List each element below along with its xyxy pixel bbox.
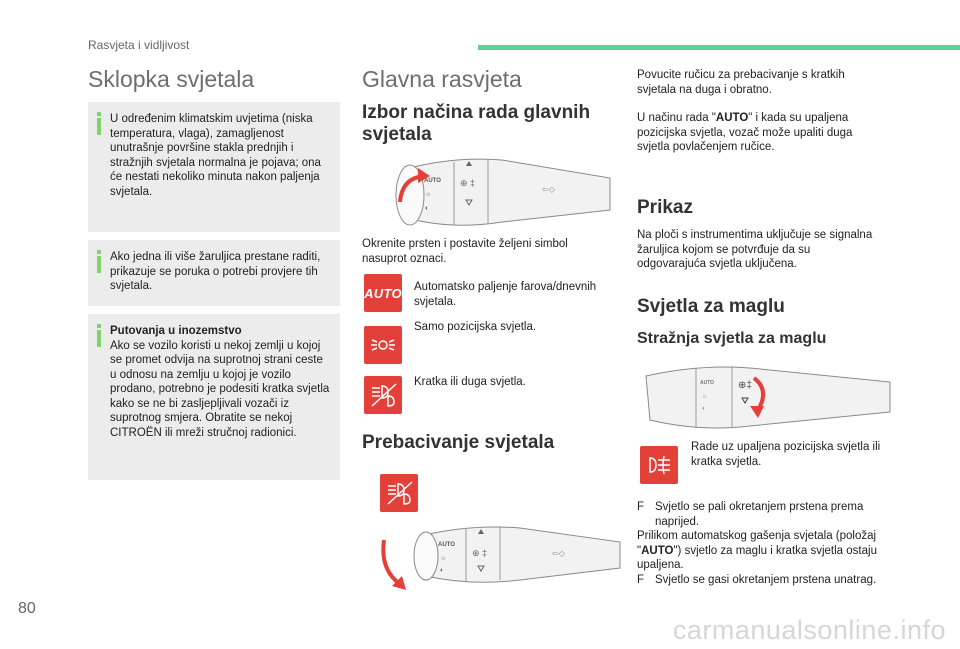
- stalk-auto-label: AUTO: [438, 542, 455, 548]
- info-box-condensation: [88, 102, 340, 232]
- text-auto-off-a: Prilikom automatskog gašenja svjetala (položaj ": [637, 530, 877, 557]
- heading-prebacivanje: Prebacivanje svjetala: [362, 432, 555, 453]
- text-fog-instructions: [637, 500, 887, 587]
- svg-text:◐: ◐: [425, 205, 430, 212]
- stalk-switch-illustration: [370, 520, 622, 592]
- intro-rotate: Okrenite prsten i postavite željeni simbol nasuprot oznaci.: [362, 238, 568, 265]
- svg-text:◐: ◐: [702, 406, 706, 412]
- svg-text:☼: ☼: [425, 191, 432, 198]
- heading-rear-fog: Stražnja svjetla za maglu: [637, 330, 827, 347]
- svg-text:⇦◇: ⇦◇: [542, 185, 555, 194]
- item-beam-text: Kratka ili duga svjetla.: [414, 376, 526, 388]
- bullet-on: [637, 500, 887, 529]
- bullet-glyph: F: [637, 573, 645, 586]
- beam-switch-icon: [380, 474, 418, 512]
- text-auto-mode-bold: AUTO: [715, 112, 749, 124]
- rear-fog-icon: [640, 446, 678, 484]
- auto-mode-icon: [364, 274, 402, 312]
- low-high-beam-icon: [364, 376, 402, 414]
- bullet-on-text: Svjetlo se pali okretanjem prstena prema naprijed.: [655, 501, 864, 528]
- fog-stalk-illustration: [640, 362, 892, 434]
- info-mark: [97, 118, 101, 135]
- info-title-travel: Putovanja u inozemstvo: [110, 325, 242, 337]
- text-auto-off-b: ") svjetlo za maglu i kratka svjetla ostaju upaljena.: [637, 544, 877, 571]
- svg-text:☼: ☼: [440, 555, 447, 562]
- info-mark: [97, 256, 101, 273]
- header-accent-bar: [478, 45, 960, 50]
- info-mark: [97, 330, 101, 347]
- text-prikaz: Na ploči s instrumentima uključuje se signalna žaruljica kojom se potvrđuje da su odgovarajuća svjetla uključena.: [637, 229, 873, 270]
- title-glavna-rasvjeta: Glavna rasvjeta: [362, 66, 522, 92]
- stalk-rotation-illustration: [362, 150, 616, 238]
- heading-fog-lights: Svjetla za maglu: [637, 296, 785, 317]
- svg-text:⇦◇: ⇦◇: [552, 549, 565, 558]
- svg-text:AUTO: AUTO: [424, 178, 441, 184]
- info-body-travel: Ako se vozilo koristi u nekoj zemlji u kojoj se promet odvija na suprotnoj strani ceste u odnosu na zemlju u kojoj je vozilo prodano, potrebno je podesiti kratka svjetla kako se ne bi zasljepljivali vozači iz suprotnog smjera. Obratite se nekoj CITROËN ili mreži stručnoj radionici.: [110, 339, 330, 439]
- text-auto-mode: [637, 111, 877, 155]
- text-auto-mode-a: U načinu rada ": [637, 112, 716, 124]
- info-box-travel: [88, 314, 340, 480]
- text-fog-item: Rade uz upaljena pozicijska svjetla ili kratka svjetla.: [691, 441, 881, 468]
- svg-text:⊕ ‡: ⊕ ‡: [460, 178, 476, 188]
- item-auto-text: Automatsko paljenje farova/dnevnih svjetala.: [414, 281, 597, 308]
- auto-icon-label: AUTO: [364, 285, 402, 301]
- heading-izbor: Izbor načina rada glavnih svjetala: [362, 102, 591, 145]
- bullet-off: [637, 573, 887, 588]
- svg-text:AUTO: AUTO: [700, 380, 715, 386]
- svg-text:◐: ◐: [440, 567, 445, 574]
- text-pull-stalk: Povucite ručicu za prebacivanje s kratkih svjetala na duga i obratno.: [637, 69, 845, 96]
- title-sklopka: Sklopka svjetala: [88, 66, 255, 92]
- svg-text:⊕‡: ⊕‡: [738, 380, 752, 391]
- item-position-text: Samo pozicijska svjetla.: [414, 321, 537, 333]
- text-auto-mode-b: " i kada su upaljena pozicijska svjetla, vozač može upaliti duga svjetla povlačenjem ručice.: [637, 112, 853, 153]
- text-auto-off-bold: AUTO: [641, 544, 674, 557]
- heading-prikaz: Prikaz: [637, 197, 693, 218]
- info-text-travel: [110, 324, 330, 440]
- bullet-off-text: Svjetlo se gasi okretanjem prstena unatrag.: [655, 573, 877, 586]
- bullet-glyph: F: [637, 501, 645, 513]
- page-number: 80: [18, 600, 36, 617]
- watermark: carmanualsonline.info: [672, 615, 946, 645]
- info-text-condensation: U određenim klimatskim uvjetima (niska temperatura, vlaga), zamagljenost unutrašnje površine stakla prednjih i stražnjih svjetala normalna je pojava; ona će nestati nekoliko minuta nakon paljenja svjetala.: [110, 113, 321, 198]
- svg-text:☼: ☼: [702, 394, 708, 400]
- text-auto-off: [637, 529, 887, 573]
- section-header: Rasvjeta i vidljivost: [88, 38, 190, 52]
- position-lights-icon: [364, 326, 402, 364]
- info-text-bulb: Ako jedna ili više žaruljica prestane raditi, prikazuje se poruka o potrebi provjere tih svjetala.: [110, 251, 321, 292]
- svg-text:⊕ ‡: ⊕ ‡: [472, 548, 488, 558]
- info-box-bulb: [88, 240, 340, 306]
